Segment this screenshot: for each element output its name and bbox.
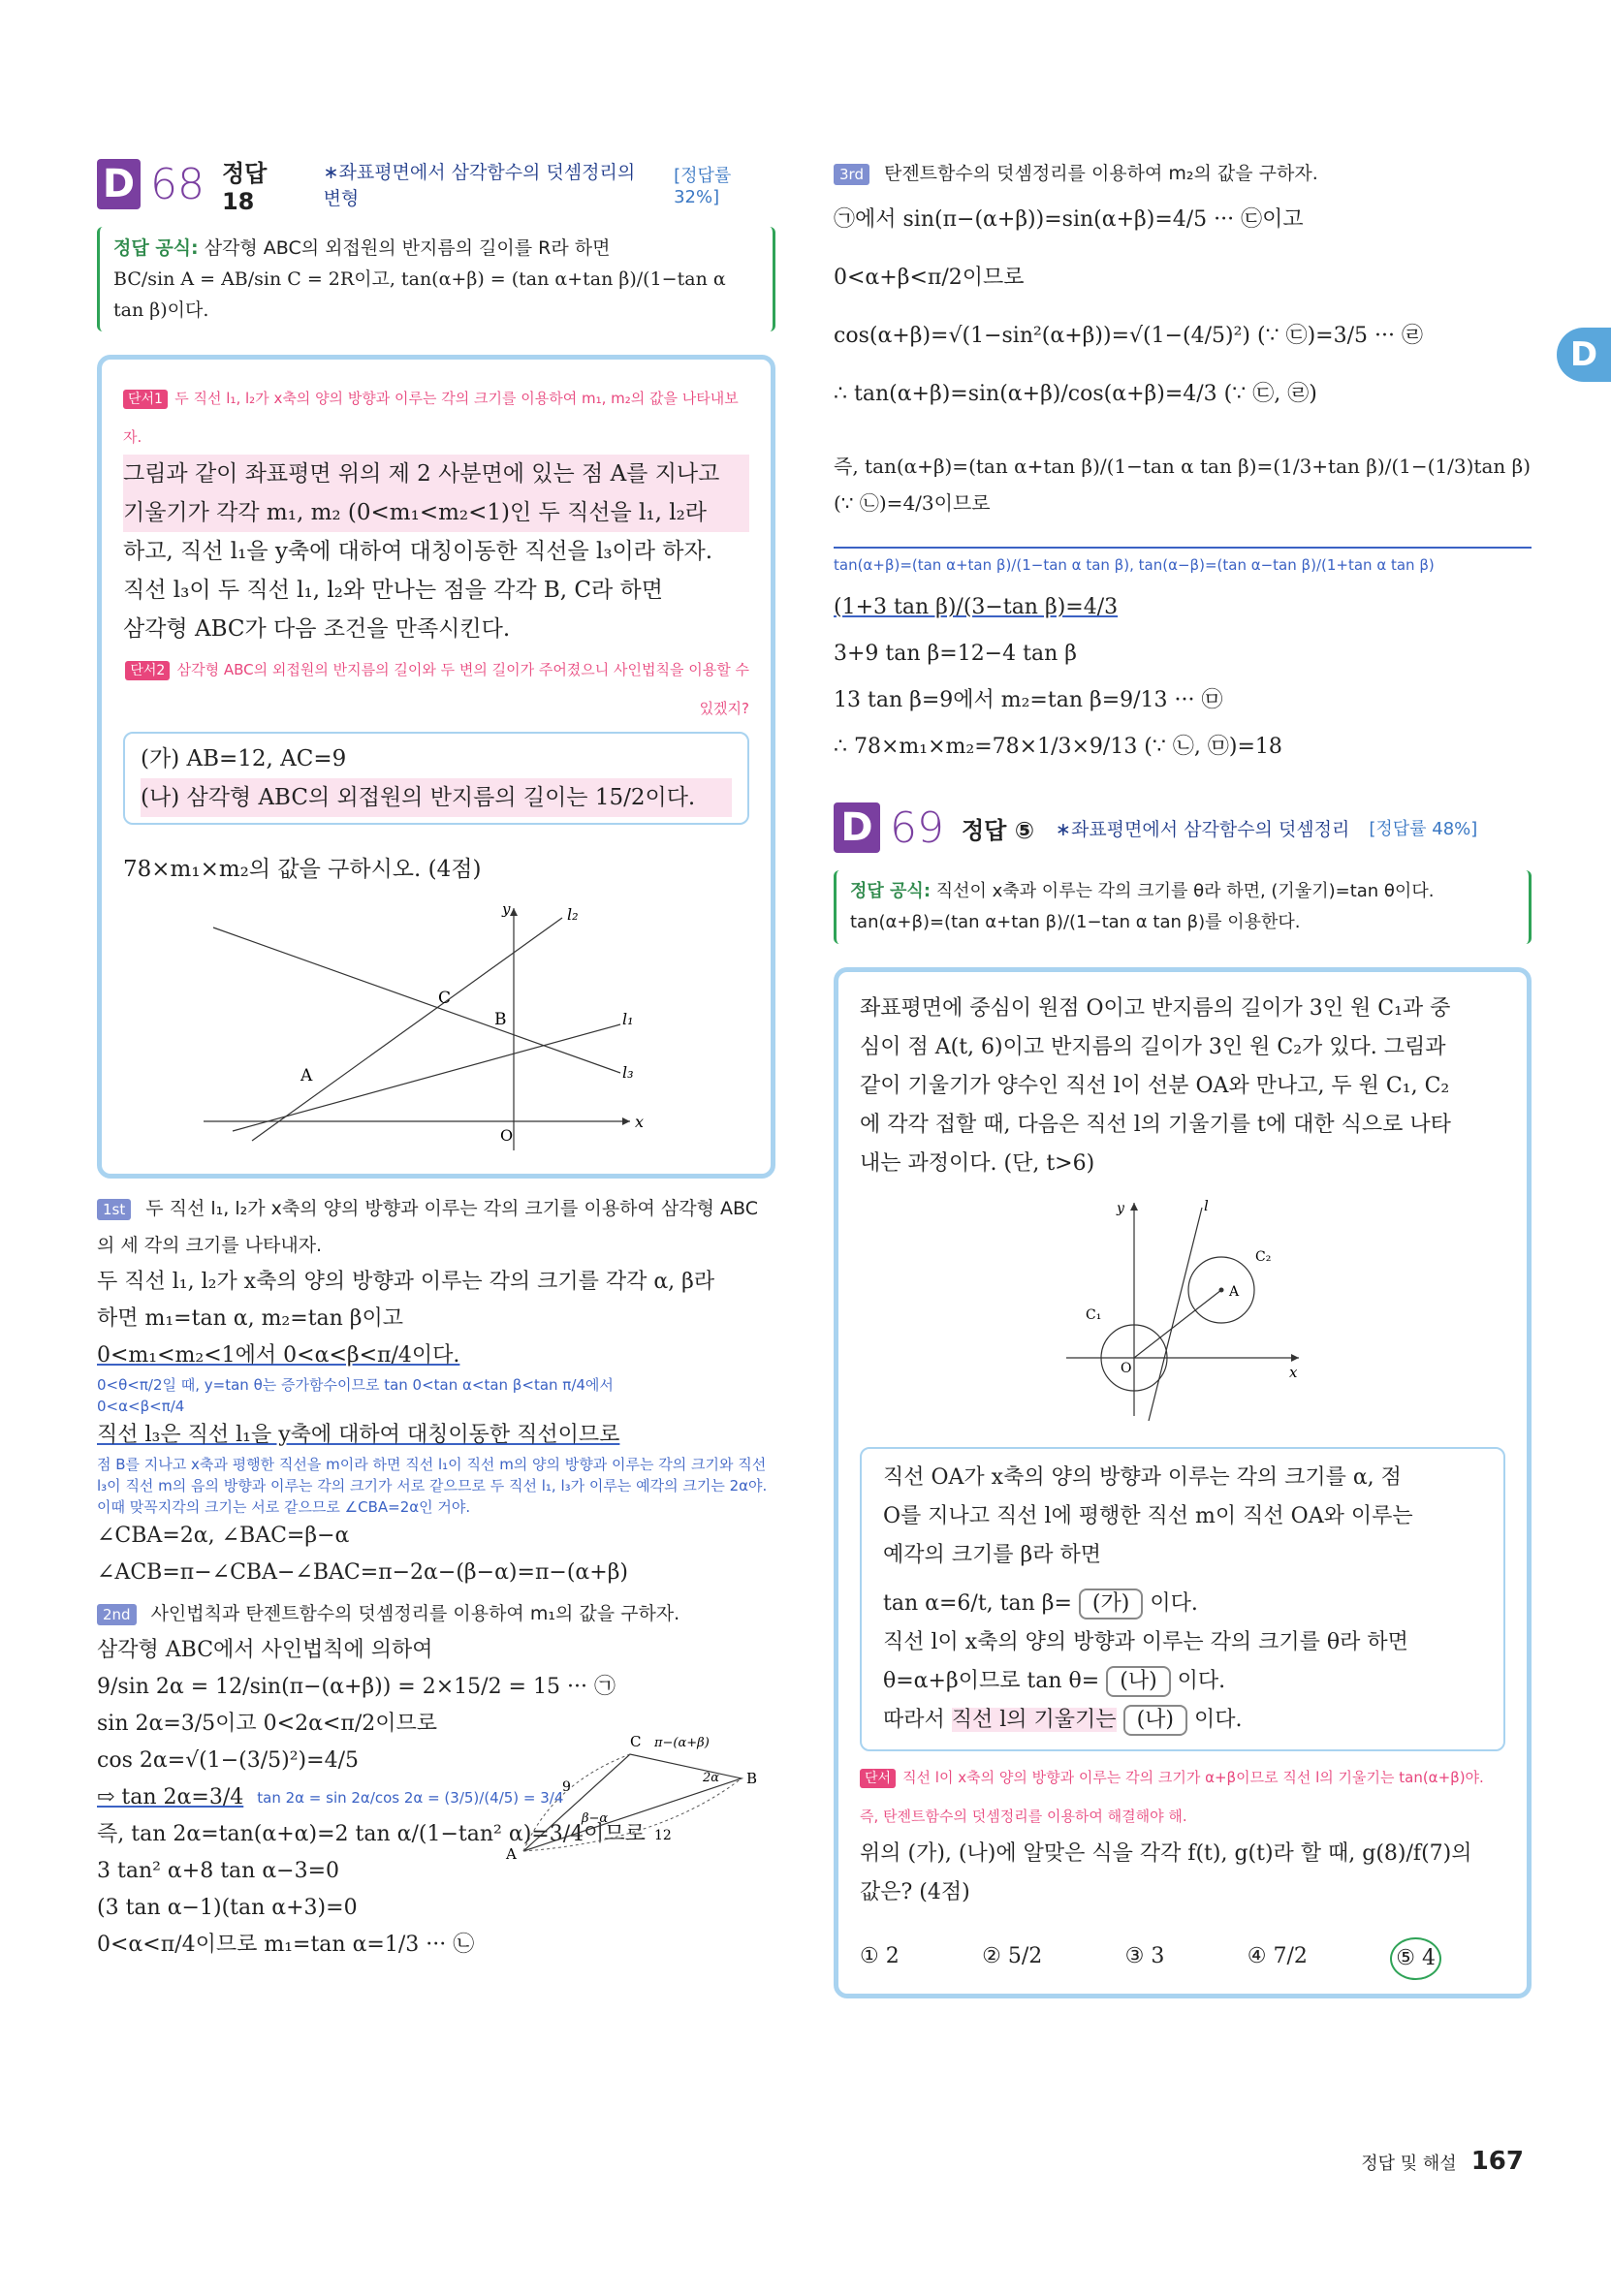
- solution-line: 0<α<π/4이므로 m₁=tan α=1/3 ··· ㉡: [97, 1933, 475, 1957]
- condition-box: [123, 732, 749, 825]
- blank-a: (가): [1079, 1588, 1143, 1620]
- process-line: O를 지나고 직선 l에 평행한 직선 m이 직선 OA와 이루는: [883, 1504, 1413, 1528]
- solution-line: 9/sin 2α = 12/sin(π−(α+β)) = 2×15/2 = 15 ··· ㉠: [97, 1675, 616, 1699]
- formula-line: 삼각형 ABC의 외접원의 반지름의 길이를 R라 하면: [204, 237, 611, 259]
- correct-rate: [정답률 48%]: [1369, 819, 1478, 839]
- side-9-label: 9: [562, 1779, 571, 1795]
- problem-69: [834, 799, 1532, 1998]
- hint-text: 직선 l이 x축의 양의 방향과 이루는 각의 크기가 α+β이므로 직선 l의 기울기는 tan(α+β)야. 즉, 탄젠트함수의 덧셈정리를 이용하여 해결해야 해.: [860, 1769, 1484, 1825]
- question-ask: 위의 (가), (나)에 알맞은 식을 각각 f(t), g(t)라 할 때, g(8)/f(7)의: [860, 1841, 1472, 1866]
- solution-line: 즉, tan(α+β)=(tan α+tan β)/(1−tan α tan β)=(1/3+tan β)/(1−(1/3)tan β) (∵ ㉡)=4/3이므로: [834, 455, 1531, 515]
- point-b-label: B: [494, 1010, 507, 1029]
- solution-line: 두 직선 l₁, l₂가 x축의 양의 방향과 이루는 각의 크기를 각각 α, β라: [97, 1270, 715, 1294]
- axis-x-label: x: [1289, 1364, 1298, 1381]
- process-line: 이다.: [1177, 1669, 1226, 1693]
- question-line: 기울기가 각각 m₁, m₂ (0<m₁<m₂<1)인 두 직선을 l₁, l₂라: [123, 493, 749, 532]
- footer-label: 정답 및 해설: [1361, 2154, 1457, 2174]
- formula-title: 정답 공식:: [113, 237, 199, 259]
- problem-number: 69: [890, 802, 944, 853]
- process-box: [860, 1447, 1505, 1751]
- process-line: tan α=6/t, tan β=: [883, 1591, 1072, 1616]
- angle-c-label: π−(α+β): [654, 1736, 710, 1750]
- right-column: [834, 155, 1532, 1998]
- point-c-label: C: [438, 989, 452, 1008]
- process-line: 직선 l이 x축의 양의 방향과 이루는 각의 크기를 θ라 하면: [883, 1630, 1408, 1654]
- side-12-label: 12: [654, 1828, 672, 1843]
- triangle-figure: [485, 1725, 775, 1880]
- page-number: 167: [1470, 2147, 1524, 2176]
- process-line: 예각의 크기를 β라 하면: [883, 1543, 1101, 1567]
- origin-label: O: [500, 1126, 514, 1145]
- note: tan(α+β)=(tan α+tan β)/(1−tan α tan β), tan(α−β)=(tan α−tan β)/(1+tan α tan β): [834, 547, 1532, 576]
- solution-line: 삼각형 ABC에서 사인법칙에 의하여: [97, 1638, 433, 1662]
- point-a-label: A: [1229, 1284, 1240, 1300]
- process-line: 따라서: [883, 1708, 945, 1732]
- condition-a: (가) AB=12, AC=9: [141, 746, 347, 771]
- chapter-badge: D: [834, 802, 880, 853]
- origin-label: O: [1121, 1361, 1132, 1376]
- question-line: 좌표평면에 중심이 원점 O이고 반지름의 길이가 3인 원 C₁과 중: [860, 996, 1451, 1021]
- question-line: 같이 기울기가 양수인 직선 l이 선분 OA와 만나고, 두 원 C₁, C₂: [860, 1074, 1450, 1098]
- tri-b-label: B: [746, 1770, 758, 1787]
- solution-line: (3 tan α−1)(tan α+3)=0: [97, 1896, 358, 1920]
- solution-line: 직선 l₃은 직선 l₁을 y축에 대하여 대칭이동한 직선이므로: [97, 1423, 620, 1447]
- line-l2-label: l₂: [567, 905, 579, 924]
- step-title: 두 직선 l₁, l₂가 x축의 양의 방향과 이루는 각의 크기를 이용하여 삼각형 ABC의 세 각의 크기를 나타내자.: [97, 1198, 758, 1256]
- choice-3[interactable]: ③ 3: [1124, 1944, 1165, 1968]
- solution-line: cos(α+β)=√(1−sin²(α+β))=√(1−(4/5)²) (∵ ㉢)=3/5 ··· ㉣: [834, 324, 1423, 348]
- note: 0<θ<π/2일 때, y=tan θ는 증가함수이므로 tan 0<tan α<tan β<tan π/4에서: [97, 1376, 614, 1394]
- correct-rate: [정답률 32%]: [674, 165, 732, 207]
- section-tab: D: [1557, 328, 1611, 382]
- question-line: 직선 l₃이 두 직선 l₁, l₂와 만나는 점을 각각 B, C라 하면: [123, 578, 663, 603]
- choices: [860, 1937, 1441, 1980]
- solution-line: 0<α+β<π/2이므로: [834, 266, 1025, 290]
- solution-line: ⇨ tan 2α=3/4: [97, 1785, 244, 1809]
- solution-68-step3: [834, 155, 1532, 766]
- choice-2[interactable]: ② 5/2: [982, 1944, 1043, 1968]
- problem-68: [97, 155, 775, 1964]
- solution-line: ∠ACB=π−∠CBA−∠BAC=π−2α−(β−α)=π−(α+β): [97, 1560, 629, 1585]
- tri-a-label: A: [506, 1845, 517, 1863]
- question-line: 하고, 직선 l₁을 y축에 대하여 대칭이동한 직선을 l₃이라 하자.: [123, 539, 713, 564]
- chapter-badge: D: [97, 159, 141, 209]
- problem-number: 68: [149, 159, 205, 209]
- note: 0<α<β<π/4: [97, 1398, 185, 1415]
- axis-y-label: y: [1117, 1201, 1124, 1216]
- solution-line: (1+3 tan β)/(3−tan β)=4/3: [834, 595, 1119, 619]
- solution-line: ∠CBA=2α, ∠BAC=β−α: [97, 1524, 350, 1548]
- formula-box: [97, 227, 775, 331]
- circle-c2-label: C₂: [1255, 1249, 1272, 1265]
- question-line: 삼각형 ABC가 다음 조건을 만족시킨다.: [123, 616, 511, 642]
- solution-line: 즉, tan 2α=tan(α+α)=2 tan α/(1−tan² α)=3/4이므로: [97, 1822, 646, 1846]
- page-footer: [1361, 2147, 1524, 2176]
- angle-b-label: 2α: [703, 1771, 720, 1785]
- question-line: 내는 과정이다. (단, t>6): [860, 1151, 1095, 1176]
- choice-4[interactable]: ④ 7/2: [1247, 1944, 1308, 1968]
- solution-line: 0<m₁<m₂<1에서 0<α<β<π/4이다.: [97, 1343, 460, 1368]
- problem-header: [834, 799, 1532, 857]
- solution-line: 3+9 tan β=12−4 tan β: [834, 642, 1077, 666]
- formula-title: 정답 공식:: [850, 881, 932, 901]
- answer-label: 정답 ⑤: [962, 816, 1035, 844]
- step-tag: 3rd: [834, 164, 869, 185]
- choice-1[interactable]: ① 2: [860, 1944, 900, 1968]
- question-ask: 78×m₁×m₂의 값을 구하시오. (4점): [123, 857, 482, 882]
- note: tan 2α = sin 2α/cos 2α = (3/5)/(4/5) = 3/4: [257, 1789, 564, 1807]
- hint-tag: 단서1: [123, 390, 168, 409]
- point-a-label: A: [300, 1066, 313, 1085]
- blank-b: (나): [1123, 1705, 1187, 1736]
- solution-line: 13 tan β=9에서 m₂=tan β=9/13 ··· ㉤: [834, 688, 1223, 712]
- step-tag: 2nd: [97, 1604, 137, 1625]
- solution-line: ∴ 78×m₁×m₂=78×1/3×9/13 (∵ ㉡, ㉤)=18: [834, 735, 1282, 759]
- axis-y-label: y: [502, 900, 511, 918]
- step-title: 탄젠트함수의 덧셈정리를 이용하여 m₂의 값을 구하자.: [883, 163, 1318, 184]
- line-l3-label: l₃: [622, 1063, 634, 1082]
- solution-line: 하면 m₁=tan α, m₂=tan β이고: [97, 1306, 404, 1331]
- question-box: [834, 967, 1532, 1998]
- formula-box: [834, 870, 1532, 944]
- solution-line: ㉠에서 sin(π−(α+β))=sin(α+β)=4/5 ··· ㉢이고: [834, 207, 1304, 232]
- condition-b: (나) 삼각형 ABC의 외접원의 반지름의 길이는 15/2이다.: [141, 778, 732, 817]
- answer-label: 정답 18: [221, 159, 268, 215]
- process-line: θ=α+β이므로 tan θ=: [883, 1669, 1100, 1693]
- step-tag: 1st: [97, 1199, 131, 1220]
- figure-lines: [194, 898, 679, 1160]
- angle-a-label: β−α: [582, 1811, 609, 1826]
- question-line: 심이 점 A(t, 6)이고 반지름의 길이가 3인 원 C₂가 있다. 그림과: [860, 1035, 1446, 1059]
- process-line: 직선 OA가 x축의 양의 방향과 이루는 각의 크기를 α, 점: [883, 1465, 1402, 1490]
- problem-header: [97, 155, 775, 213]
- hint-text: 두 직선 l₁, l₂가 x축의 양의 방향과 이루는 각의 크기를 이용하여 m₁, m₂의 값을 나타내보자.: [123, 390, 739, 446]
- solution-line: sin 2α=3/5이고 0<2α<π/2이므로: [97, 1712, 438, 1736]
- solution-line: cos 2α=√(1−(3/5)²)=4/5: [97, 1748, 359, 1773]
- question-ask: 값은? (4점): [860, 1880, 970, 1904]
- formula-line: 직선이 x축과 이루는 각의 크기를 θ라 하면, (기울기)=tan θ이다.: [935, 881, 1435, 901]
- process-line: 이다.: [1150, 1591, 1198, 1616]
- hint-text: 삼각형 ABC의 외접원의 반지름의 길이와 두 변의 길이가 주어졌으니 사인법칙을 이용할 수 있겠지?: [176, 661, 749, 717]
- question-line: 그림과 같이 좌표평면 위의 제 2 사분면에 있는 점 A를 지나고: [123, 455, 749, 493]
- circle-c1-label: C₁: [1086, 1307, 1102, 1323]
- topic-label: ∗좌표평면에서 삼각함수의 덧셈정리의 변형: [323, 162, 636, 209]
- choice-5[interactable]: ⑤ 4: [1390, 1937, 1441, 1980]
- hint-tag: 단서: [860, 1769, 896, 1788]
- tri-c-label: C: [630, 1733, 642, 1750]
- step-title: 사인법칙과 탄젠트함수의 덧셈정리를 이용하여 m₁의 값을 구하자.: [150, 1603, 680, 1624]
- figure-circles: [1057, 1193, 1309, 1426]
- line-l1-label: l₁: [622, 1010, 634, 1028]
- process-line: 직선 l의 기울기는: [951, 1708, 1117, 1732]
- topic-label: ∗좌표평면에서 삼각함수의 덧셈정리: [1056, 818, 1350, 840]
- formula-line: BC/sin A = AB/sin C = 2R이고, tan(α+β) = (tan α+tan β)/(1−tan α tan β)이다.: [113, 268, 726, 321]
- question-line: 에 각각 접할 때, 다음은 직선 l의 기울기를 t에 대한 식으로 나타: [860, 1113, 1451, 1137]
- formula-line: tan(α+β)=(tan α+tan β)/(1−tan α tan β)를 이용한다.: [850, 912, 1301, 932]
- note: 점 B를 지나고 x축과 평행한 직선을 m이라 하면 직선 l₁이 직선 m의 양의 방향과 이루는 각의 크기와 직선 l₃이 직선 m의 음의 방향과 이루는 각의 크기가 서로 같으므로 두 직선 l₁, l₃가 이루는 예각의 크기는 2α야. 이때 맞꼭지각의 크기는 서로 같으므로 ∠CBA=2α인 거야.: [97, 1456, 768, 1516]
- axis-x-label: x: [635, 1113, 645, 1131]
- hint-tag: 단서2: [125, 661, 170, 680]
- line-l-label: l: [1204, 1197, 1209, 1214]
- process-line: 이다.: [1193, 1708, 1243, 1732]
- solution-line: ∴ tan(α+β)=sin(α+β)/cos(α+β)=4/3 (∵ ㉢, ㉣): [834, 382, 1317, 406]
- question-box: [97, 355, 775, 1179]
- solution-line: 3 tan² α+8 tan α−3=0: [97, 1859, 340, 1883]
- blank-b: (나): [1106, 1666, 1170, 1697]
